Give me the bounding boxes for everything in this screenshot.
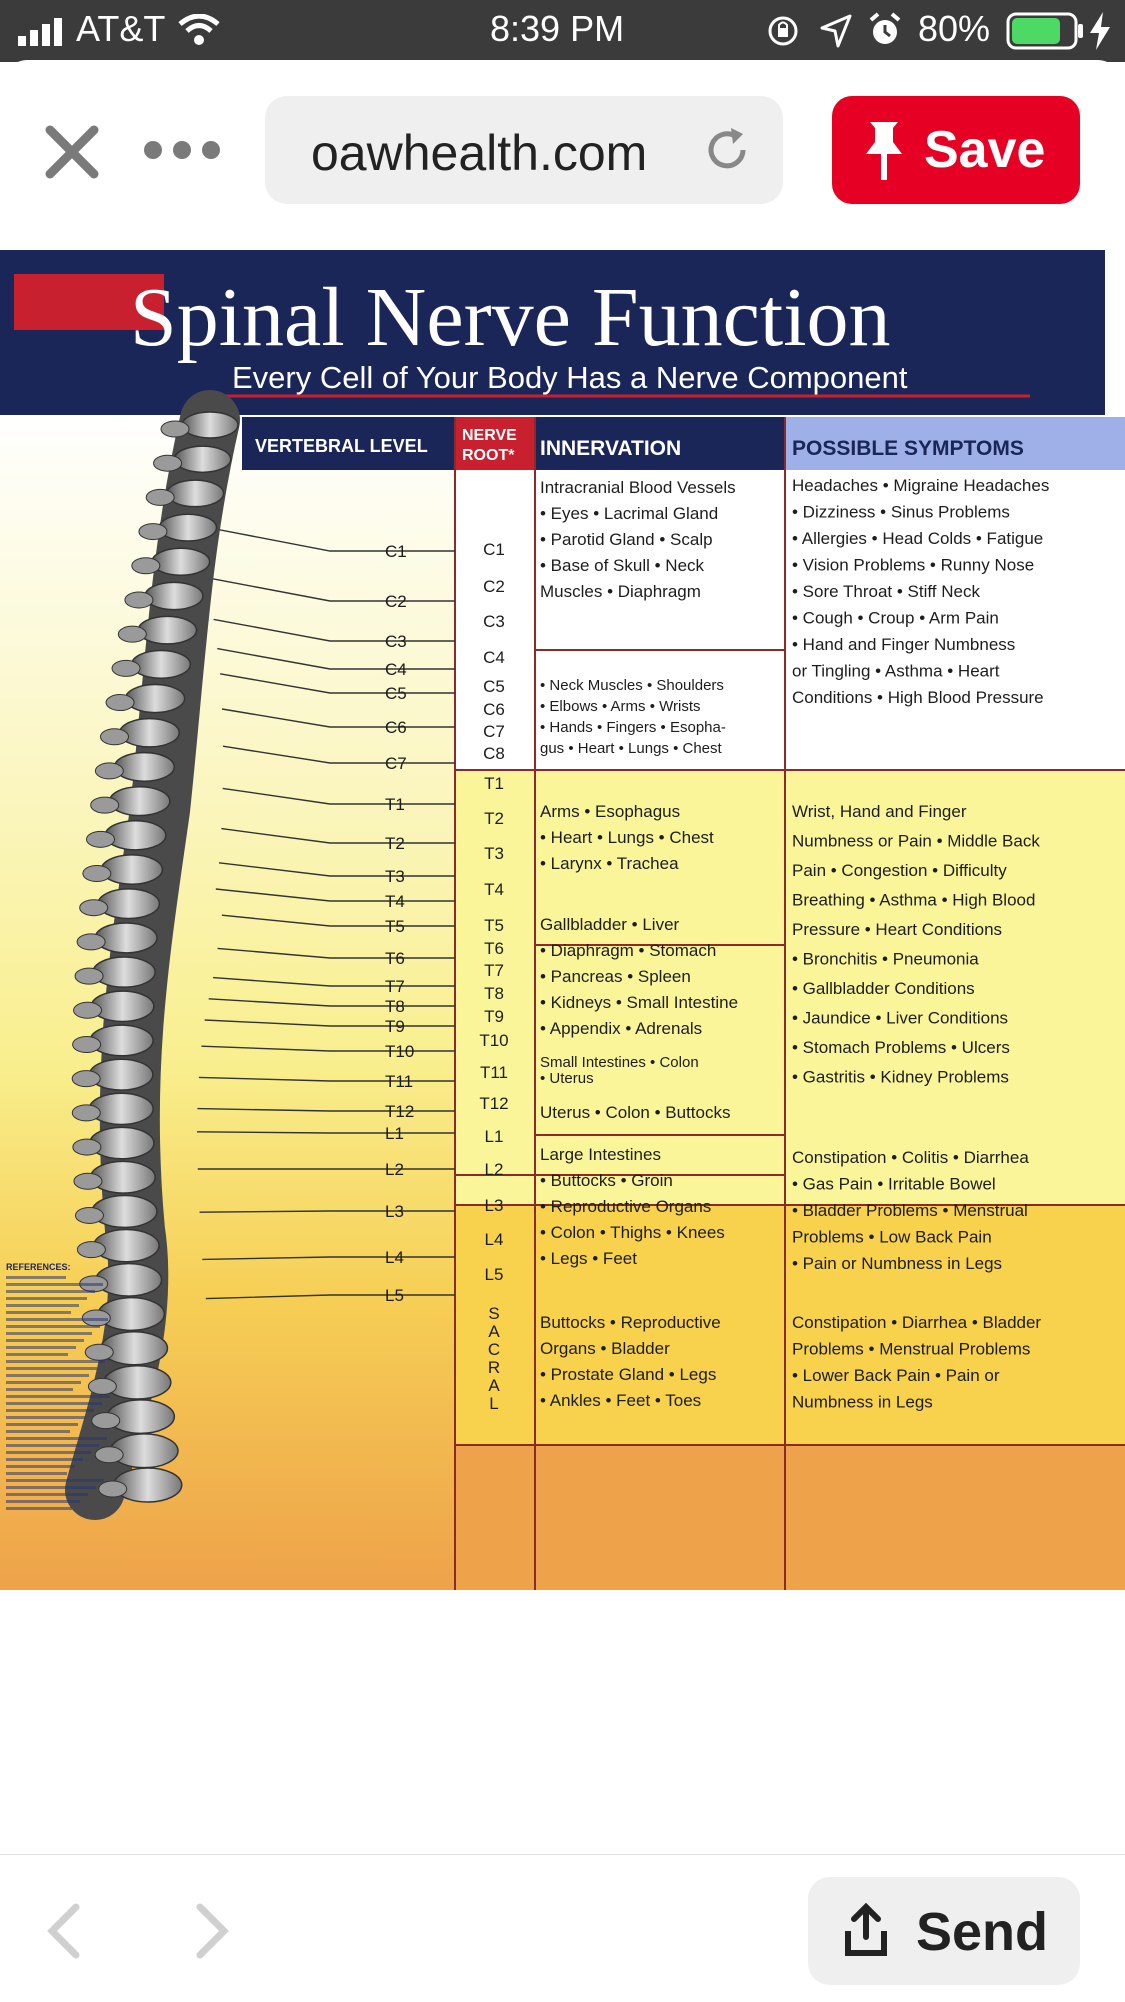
- nerve-root-label: L4: [484, 1230, 504, 1249]
- header-symptoms-label: POSSIBLE SYMPTOMS: [792, 437, 1024, 460]
- nerve-root-label: T8: [484, 984, 504, 1003]
- chevron-right-icon[interactable]: [192, 1903, 232, 1959]
- symptom-line: • Gastritis • Kidney Problems: [792, 1067, 1009, 1087]
- innervation-line: Intracranial Blood Vessels: [540, 478, 736, 497]
- nerve-root-label: T4: [484, 880, 504, 899]
- nerve-root-label: C: [487, 1340, 501, 1359]
- vertebra-label: T8: [385, 997, 405, 1016]
- vertebra-label: T11: [385, 1072, 414, 1091]
- innervation-line: Organs • Bladder: [540, 1339, 670, 1358]
- vertebra-label: T3: [385, 867, 405, 886]
- innervation-line: Arms • Esophagus: [540, 802, 681, 821]
- nerve-root-label: S: [488, 1304, 500, 1323]
- charging-icon: [1088, 12, 1112, 50]
- nerve-root-label: R: [487, 1358, 501, 1377]
- innervation-line: • Heart • Lungs • Chest: [540, 828, 714, 847]
- nerve-root-label: L2: [484, 1160, 504, 1179]
- nerve-root-label: T1: [484, 774, 504, 793]
- vertebra-bone: [145, 582, 203, 609]
- innervation-line: • Ankles • Feet • Toes: [540, 1391, 702, 1410]
- url-text[interactable]: oawhealth.com: [311, 125, 648, 181]
- innervation-line: Buttocks • Reproductive: [540, 1313, 721, 1332]
- symptom-line: Problems • Low Back Pain: [792, 1227, 992, 1247]
- vertebra-bone: [95, 923, 157, 953]
- vertebra-label: L4: [385, 1248, 404, 1267]
- vertebra-bone: [98, 889, 159, 919]
- symptom-line: Numbness or Pain • Middle Back: [792, 831, 1040, 851]
- innervation-line: • Base of Skull • Neck: [540, 556, 705, 575]
- rotation-lock-icon: [766, 14, 800, 48]
- symptom-line: or Tingling • Asthma • Heart: [792, 661, 1000, 681]
- nerve-root-label: T5: [484, 916, 504, 935]
- location-icon: [820, 14, 852, 48]
- status-bar: [0, 0, 1125, 62]
- symptom-line: • Dizziness • Sinus Problems: [792, 502, 1010, 522]
- symptom-line: • Lower Back Pain • Pain or: [792, 1366, 1000, 1385]
- nerve-root-label: T7: [484, 961, 504, 980]
- nerve-root-label: C4: [483, 648, 505, 667]
- vertebra-label: C5: [385, 684, 407, 703]
- nerve-root-label: C2: [483, 577, 505, 596]
- references-title: REFERENCES:: [6, 1262, 71, 1272]
- nerve-root-label: C3: [483, 612, 505, 631]
- innervation-line: • Hands • Fingers • Esopha-: [540, 719, 726, 736]
- symptom-line: • Gas Pain • Irritable Bowel: [792, 1174, 996, 1194]
- innervation-line: • Uterus: [540, 1070, 594, 1087]
- nerve-root-label: A: [488, 1376, 500, 1395]
- nerve-root-label: C7: [483, 722, 505, 741]
- innervation-line: • Elbows • Arms • Wrists: [540, 698, 701, 715]
- innervation-line: • Parotid Gland • Scalp: [540, 530, 713, 549]
- send-label: Send: [916, 1902, 1049, 1962]
- innervation-line: • Pancreas • Spleen: [540, 967, 691, 986]
- vertebra-bone: [152, 548, 210, 575]
- innervation-line: • Diaphragm • Stomach: [540, 941, 717, 960]
- infographic-image: [0, 250, 1125, 1590]
- vertebra-label: T6: [385, 949, 405, 968]
- symptom-line: • Cough • Croup • Arm Pain: [792, 608, 999, 628]
- vertebra-label: L2: [385, 1160, 404, 1179]
- nerve-root-label: C1: [483, 540, 505, 559]
- vertebra-label: L1: [385, 1124, 404, 1143]
- carrier-name: AT&T: [76, 8, 166, 49]
- innervation-line: Gallbladder • Liver: [540, 915, 680, 934]
- vertebra-bone: [93, 957, 155, 987]
- symptom-line: Wrist, Hand and Finger: [792, 802, 967, 821]
- vertebra-label: L3: [385, 1202, 404, 1221]
- symptom-line: • Vision Problems • Runny Nose: [792, 555, 1035, 575]
- innervation-line: • Reproductive Organs: [540, 1197, 712, 1216]
- wifi-icon: [178, 14, 220, 46]
- chevron-left-icon[interactable]: [44, 1903, 84, 1959]
- vertebra-label: T12: [385, 1102, 415, 1121]
- battery-percent: 80%: [918, 8, 991, 49]
- innervation-line: • Neck Muscles • Shoulders: [540, 677, 724, 694]
- vertebra-label: T5: [385, 917, 405, 936]
- vertebra-bone: [101, 855, 162, 884]
- symptom-line: • Hand and Finger Numbness: [792, 635, 1016, 654]
- symptom-line: • Pain or Numbness in Legs: [792, 1254, 1003, 1273]
- more-icon[interactable]: [142, 138, 222, 162]
- battery-icon: [1006, 12, 1086, 50]
- save-label: Save: [924, 121, 1046, 179]
- innervation-line: • Eyes • Lacrimal Gland: [540, 504, 719, 523]
- header-innervation-label: INNERVATION: [540, 437, 682, 460]
- symptom-line: Headaches • Migraine Headaches: [792, 476, 1050, 495]
- share-icon: [842, 1903, 890, 1959]
- alarm-icon: [868, 12, 902, 48]
- innervation-line: Small Intestines • Colon: [540, 1054, 699, 1071]
- pin-icon: [862, 120, 906, 182]
- nerve-root-label: L1: [484, 1127, 504, 1146]
- symptom-line: Numbness in Legs: [792, 1392, 933, 1412]
- nerve-root-label: T6: [484, 939, 504, 958]
- header-nerve-label-1: NERVE: [462, 427, 517, 444]
- vertebra-label: C2: [385, 592, 407, 611]
- vertebra-label: C7: [385, 754, 407, 773]
- vertebra-bone: [90, 1025, 153, 1056]
- clock-time: 8:39 PM: [490, 8, 625, 49]
- nerve-root-label: T2: [484, 809, 504, 828]
- reload-icon[interactable]: [703, 126, 751, 174]
- innervation-line: gus • Heart • Lungs • Chest: [540, 740, 722, 757]
- vertebra-label: T2: [385, 834, 405, 853]
- vertebra-bone: [126, 685, 185, 713]
- bottom-toolbar: [0, 1854, 1125, 2002]
- nerve-root-label: C5: [483, 677, 505, 696]
- nerve-root-label: T12: [479, 1094, 509, 1113]
- vertebra-bone: [159, 514, 216, 541]
- symptom-line: Constipation • Colitis • Diarrhea: [792, 1148, 1029, 1167]
- vertebra-label: T10: [385, 1042, 415, 1061]
- vertebra-bone: [91, 991, 154, 1021]
- vertebra-label: L5: [385, 1286, 404, 1305]
- nerve-root-label: L3: [484, 1196, 504, 1215]
- nerve-root-label: T9: [484, 1007, 504, 1026]
- vertebra-bone: [138, 616, 196, 644]
- vertebra-label: C3: [385, 632, 407, 651]
- vertebra-label: C4: [385, 660, 407, 679]
- innervation-line: Large Intestines: [540, 1145, 661, 1164]
- vertebra-bone: [132, 650, 191, 678]
- nerve-root-label: T11: [479, 1063, 509, 1082]
- nerve-root-label: A: [488, 1322, 500, 1341]
- save-button[interactable]: [832, 96, 1080, 204]
- infographic-subtitle: Every Cell of Your Body Has a Nerve Component: [232, 360, 908, 395]
- close-icon[interactable]: [44, 124, 100, 180]
- vertebra-label: C1: [385, 542, 407, 561]
- symptom-line: • Jaundice • Liver Conditions: [792, 1008, 1009, 1028]
- nerve-root-label: L5: [484, 1265, 504, 1284]
- send-button[interactable]: [808, 1877, 1080, 1985]
- symptom-line: • Bronchitis • Pneumonia: [792, 949, 979, 969]
- vertebra-bone: [182, 412, 238, 438]
- symptom-line: • Sore Throat • Stiff Neck: [792, 582, 980, 601]
- vertebra-bone: [167, 480, 224, 507]
- nerve-root-label: T3: [484, 844, 504, 863]
- symptom-line: Pain • Congestion • Difficulty: [792, 861, 1007, 880]
- vertebra-label: T4: [385, 892, 405, 911]
- innervation-line: • Prostate Gland • Legs: [540, 1365, 717, 1384]
- url-bar[interactable]: [265, 96, 783, 204]
- infographic-title: Spinal Nerve Function: [130, 271, 891, 364]
- innervation-line: • Legs • Feet: [540, 1249, 637, 1268]
- vertebra-label: T9: [385, 1017, 405, 1036]
- symptom-line: • Gallbladder Conditions: [792, 979, 975, 998]
- innervation-line: • Appendix • Adrenals: [540, 1019, 703, 1038]
- innervation-line: • Buttocks • Groin: [540, 1171, 673, 1190]
- vertebra-bone: [174, 446, 230, 472]
- symptom-line: • Bladder Problems • Menstrual: [792, 1201, 1028, 1220]
- vertebra-bone: [114, 753, 174, 782]
- innervation-line: • Colon • Thighs • Knees: [540, 1223, 725, 1242]
- symptom-line: Breathing • Asthma • High Blood: [792, 890, 1036, 910]
- sacral-band: [455, 1445, 1125, 1590]
- nerve-root-label: L: [489, 1394, 499, 1413]
- symptom-line: Conditions • High Blood Pressure: [792, 688, 1044, 707]
- vertebra-label: T1: [385, 795, 405, 814]
- innervation-line: Uterus • Colon • Buttocks: [540, 1103, 731, 1122]
- symptom-line: Constipation • Diarrhea • Bladder: [792, 1313, 1042, 1332]
- vertebra-bone: [105, 821, 166, 850]
- nerve-root-label: C6: [483, 700, 505, 719]
- header-nerve-label-2: ROOT*: [462, 447, 515, 464]
- browser-toolbar: [0, 60, 1125, 251]
- symptom-line: Pressure • Heart Conditions: [792, 920, 1003, 939]
- nerve-root-label: C8: [483, 744, 505, 763]
- symptom-line: • Stomach Problems • Ulcers: [792, 1038, 1010, 1057]
- signal-icon: [18, 18, 66, 46]
- vertebra-bone: [110, 787, 170, 816]
- innervation-line: Muscles • Diaphragm: [540, 582, 701, 601]
- header-vertebral-label: VERTEBRAL LEVEL: [255, 436, 428, 456]
- symptom-line: Problems • Menstrual Problems: [792, 1339, 1031, 1359]
- innervation-line: • Larynx • Trachea: [540, 854, 679, 873]
- innervation-line: • Kidneys • Small Intestine: [540, 993, 739, 1012]
- vertebra-label: T7: [385, 977, 405, 996]
- nerve-root-label: T10: [479, 1031, 509, 1050]
- symptom-line: • Allergies • Head Colds • Fatigue: [792, 529, 1044, 548]
- vertebra-label: C6: [385, 718, 407, 737]
- vertebra-bone: [120, 719, 179, 747]
